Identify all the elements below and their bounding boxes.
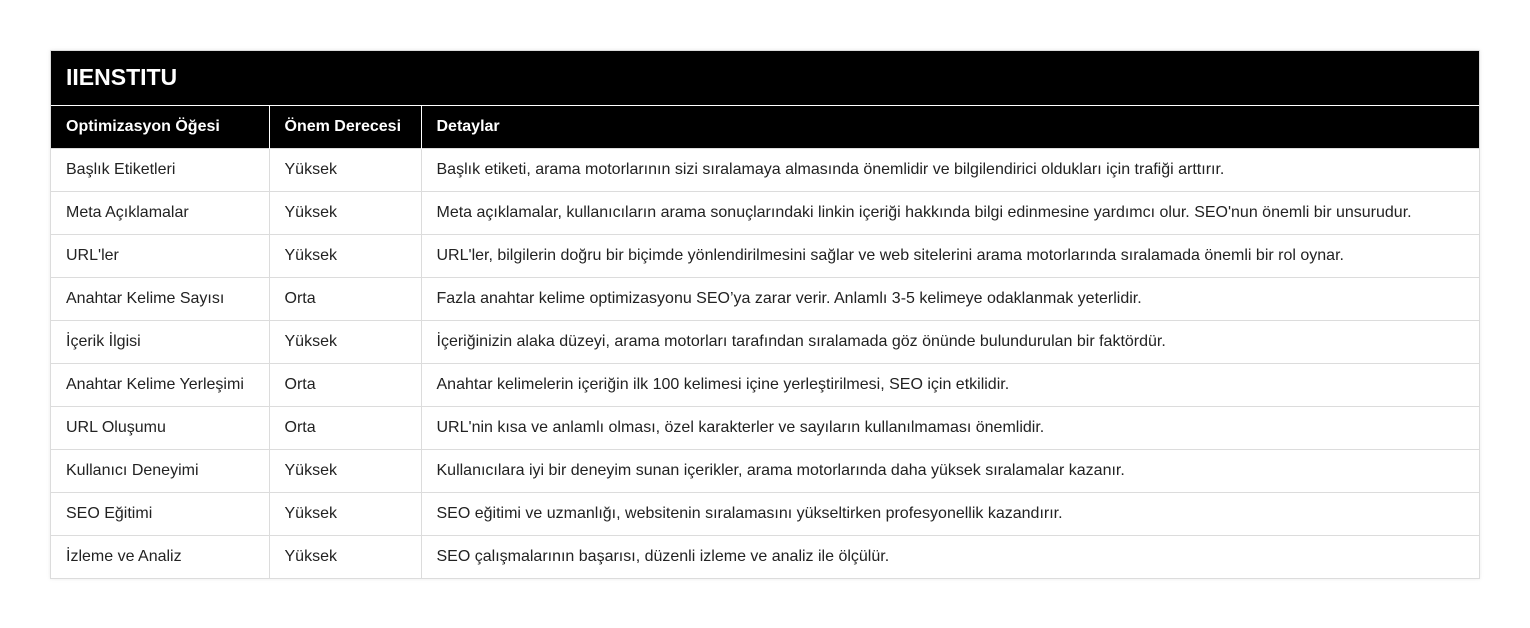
- column-header-importance: Önem Derecesi: [269, 105, 421, 148]
- cell-optimization-item: İçerik İlgisi: [51, 320, 269, 363]
- table-body: [51, 148, 1479, 578]
- cell-details: URL'nin kısa ve anlamlı olması, özel karakterler ve sayıların kullanılmaması önemlidir.: [421, 406, 1479, 449]
- cell-importance: Yüksek: [269, 492, 421, 535]
- cell-details: Başlık etiketi, arama motorlarının sizi sıralamaya almasında önemlidir ve bilgilendirici oldukları için trafiği arttırır.: [421, 148, 1479, 191]
- cell-importance: Orta: [269, 277, 421, 320]
- cell-details: Meta açıklamalar, kullanıcıların arama sonuçlarındaki linkin içeriği hakkında bilgi edinmesine yardımcı olur. SEO'nun önemli bir unsurudur.: [421, 191, 1479, 234]
- table-row: [51, 492, 1479, 535]
- column-header-details: Detaylar: [421, 105, 1479, 148]
- cell-optimization-item: Kullanıcı Deneyimi: [51, 449, 269, 492]
- table-row: [51, 234, 1479, 277]
- cell-importance: Yüksek: [269, 535, 421, 578]
- cell-importance: Yüksek: [269, 234, 421, 277]
- cell-optimization-item: İzleme ve Analiz: [51, 535, 269, 578]
- table-row: [51, 406, 1479, 449]
- cell-importance: Yüksek: [269, 320, 421, 363]
- cell-optimization-item: SEO Eğitimi: [51, 492, 269, 535]
- cell-importance: Yüksek: [269, 449, 421, 492]
- cell-details: SEO çalışmalarının başarısı, düzenli izleme ve analiz ile ölçülür.: [421, 535, 1479, 578]
- cell-importance: Yüksek: [269, 148, 421, 191]
- table-row: [51, 191, 1479, 234]
- cell-details: Fazla anahtar kelime optimizasyonu SEO’ya zarar verir. Anlamlı 3-5 kelimeye odaklanmak yeterlidir.: [421, 277, 1479, 320]
- cell-optimization-item: Başlık Etiketleri: [51, 148, 269, 191]
- seo-optimization-table: [51, 51, 1479, 578]
- cell-details: URL'ler, bilgilerin doğru bir biçimde yönlendirilmesini sağlar ve web sitelerini arama motorlarında sıralamada önemli bir rol oynar.: [421, 234, 1479, 277]
- cell-importance: Orta: [269, 406, 421, 449]
- table-header-row: [51, 105, 1479, 148]
- cell-optimization-item: Meta Açıklamalar: [51, 191, 269, 234]
- cell-importance: Yüksek: [269, 191, 421, 234]
- table-row: [51, 277, 1479, 320]
- table-row: [51, 148, 1479, 191]
- data-table-container: [50, 50, 1480, 579]
- table-row: [51, 320, 1479, 363]
- column-header-optimization-item: Optimizasyon Öğesi: [51, 105, 269, 148]
- cell-details: İçeriğinizin alaka düzeyi, arama motorları tarafından sıralamada göz önünde bulundurulan bir faktördür.: [421, 320, 1479, 363]
- table-title-row: [51, 51, 1479, 105]
- cell-optimization-item: Anahtar Kelime Yerleşimi: [51, 363, 269, 406]
- table-row: [51, 449, 1479, 492]
- cell-details: Anahtar kelimelerin içeriğin ilk 100 kelimesi içine yerleştirilmesi, SEO için etkilidir.: [421, 363, 1479, 406]
- cell-optimization-item: URL Oluşumu: [51, 406, 269, 449]
- table-row: [51, 363, 1479, 406]
- table-row: [51, 535, 1479, 578]
- cell-importance: Orta: [269, 363, 421, 406]
- table-title: IIENSTITU: [51, 51, 1479, 105]
- cell-optimization-item: Anahtar Kelime Sayısı: [51, 277, 269, 320]
- cell-details: Kullanıcılara iyi bir deneyim sunan içerikler, arama motorlarında daha yüksek sıralamalar kazanır.: [421, 449, 1479, 492]
- cell-details: SEO eğitimi ve uzmanlığı, websitenin sıralamasını yükseltirken profesyonellik kazandırır.: [421, 492, 1479, 535]
- cell-optimization-item: URL'ler: [51, 234, 269, 277]
